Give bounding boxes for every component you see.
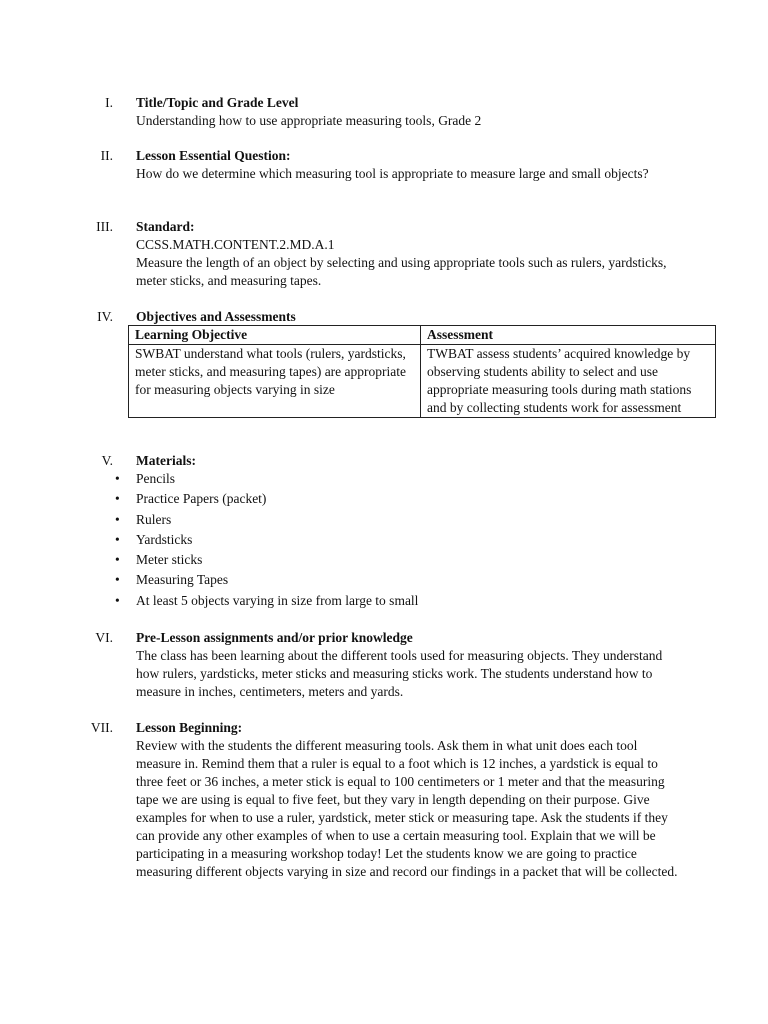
objectives-table	[128, 325, 716, 418]
section-title: Pre-Lesson assignments and/or prior knowledge	[136, 630, 413, 645]
section-title: Materials:	[136, 453, 196, 468]
section-text: The class has been learning about the different tools used for measuring objects. They understand how rulers, yardsticks, meter sticks and measuring sticks work. The students understand how to measure in inches, centimeters, meters and yards.	[136, 648, 663, 699]
table-header: Assessment	[421, 326, 716, 345]
section-number: V.	[101, 453, 113, 468]
section-title: Standard:	[136, 219, 195, 234]
table-header-row	[129, 326, 716, 345]
section-title: Title/Topic and Grade Level	[136, 95, 299, 110]
bullet-icon: •	[115, 531, 120, 547]
section-number: II.	[100, 148, 113, 163]
table-cell: SWBAT understand what tools (rulers, yardsticks, meter sticks, and measuring tapes) are appropriate for measuring objects varying in size	[129, 345, 421, 418]
list-item: • Pencils	[115, 471, 175, 486]
bullet-icon: •	[115, 592, 120, 608]
list-item: • Practice Papers (packet)	[115, 491, 267, 507]
section-number: VI.	[95, 630, 113, 645]
section-text: Review with the students the different measuring tools. Ask them in what unit does each tool measure in. Remind them that a ruler is equal to a foot which is 12 inches, a yardstick is equal to three feet or 36 inches, a meter stick is equal to 100 centimeters or 1 meter and that the measuring tape we are using is equal to five feet, but they vary in length depending on their purpose. Give examples for when to use a ruler, yardstick, meter stick or measuring tape. Ask the students if they can provide any other examples of when to use a certain measuring tool. Explain that we will be participating in a measuring workshop today! Let the students know we are going to practice measuring different objects varying in size and record our findings in a packet that will be collected.	[136, 738, 678, 879]
bullet-icon: •	[115, 572, 120, 588]
table-header: Learning Objective	[129, 326, 421, 345]
list-item: • Meter sticks	[115, 552, 203, 568]
table-cell: TWBAT assess students’ acquired knowledge by observing students ability to select and use appropriate measuring tools during math stations and by collecting students work for assessment	[421, 345, 716, 418]
materials-list	[110, 470, 610, 612]
section-number: VII.	[90, 720, 113, 735]
list-item: • Measuring Tapes	[115, 572, 229, 588]
section-title: Lesson Essential Question:	[136, 148, 291, 163]
section-number: I.	[105, 95, 113, 110]
list-item: • At least 5 objects varying in size from large to small	[115, 592, 419, 608]
section-number: III.	[96, 219, 113, 234]
section-text: Measure the length of an object by selecting and using appropriate tools such as rulers, yardsticks, meter sticks, and measuring tapes.	[136, 255, 667, 288]
section-title: Lesson Beginning:	[136, 720, 243, 735]
bullet-icon: •	[115, 552, 120, 568]
standard-code: CCSS.MATH.CONTENT.2.MD.A.1	[136, 237, 335, 252]
section-number: IV.	[97, 309, 113, 324]
bullet-icon: •	[115, 511, 120, 527]
bullet-icon: •	[115, 491, 120, 507]
table-row	[129, 345, 716, 418]
list-item: • Rulers	[115, 511, 172, 527]
section-title: Objectives and Assessments	[136, 309, 296, 324]
section-text: Understanding how to use appropriate measuring tools, Grade 2	[136, 113, 482, 128]
bullet-icon: •	[115, 471, 120, 486]
section-text: How do we determine which measuring tool is appropriate to measure large and small objects?	[136, 166, 649, 181]
list-item: • Yardsticks	[115, 531, 193, 547]
